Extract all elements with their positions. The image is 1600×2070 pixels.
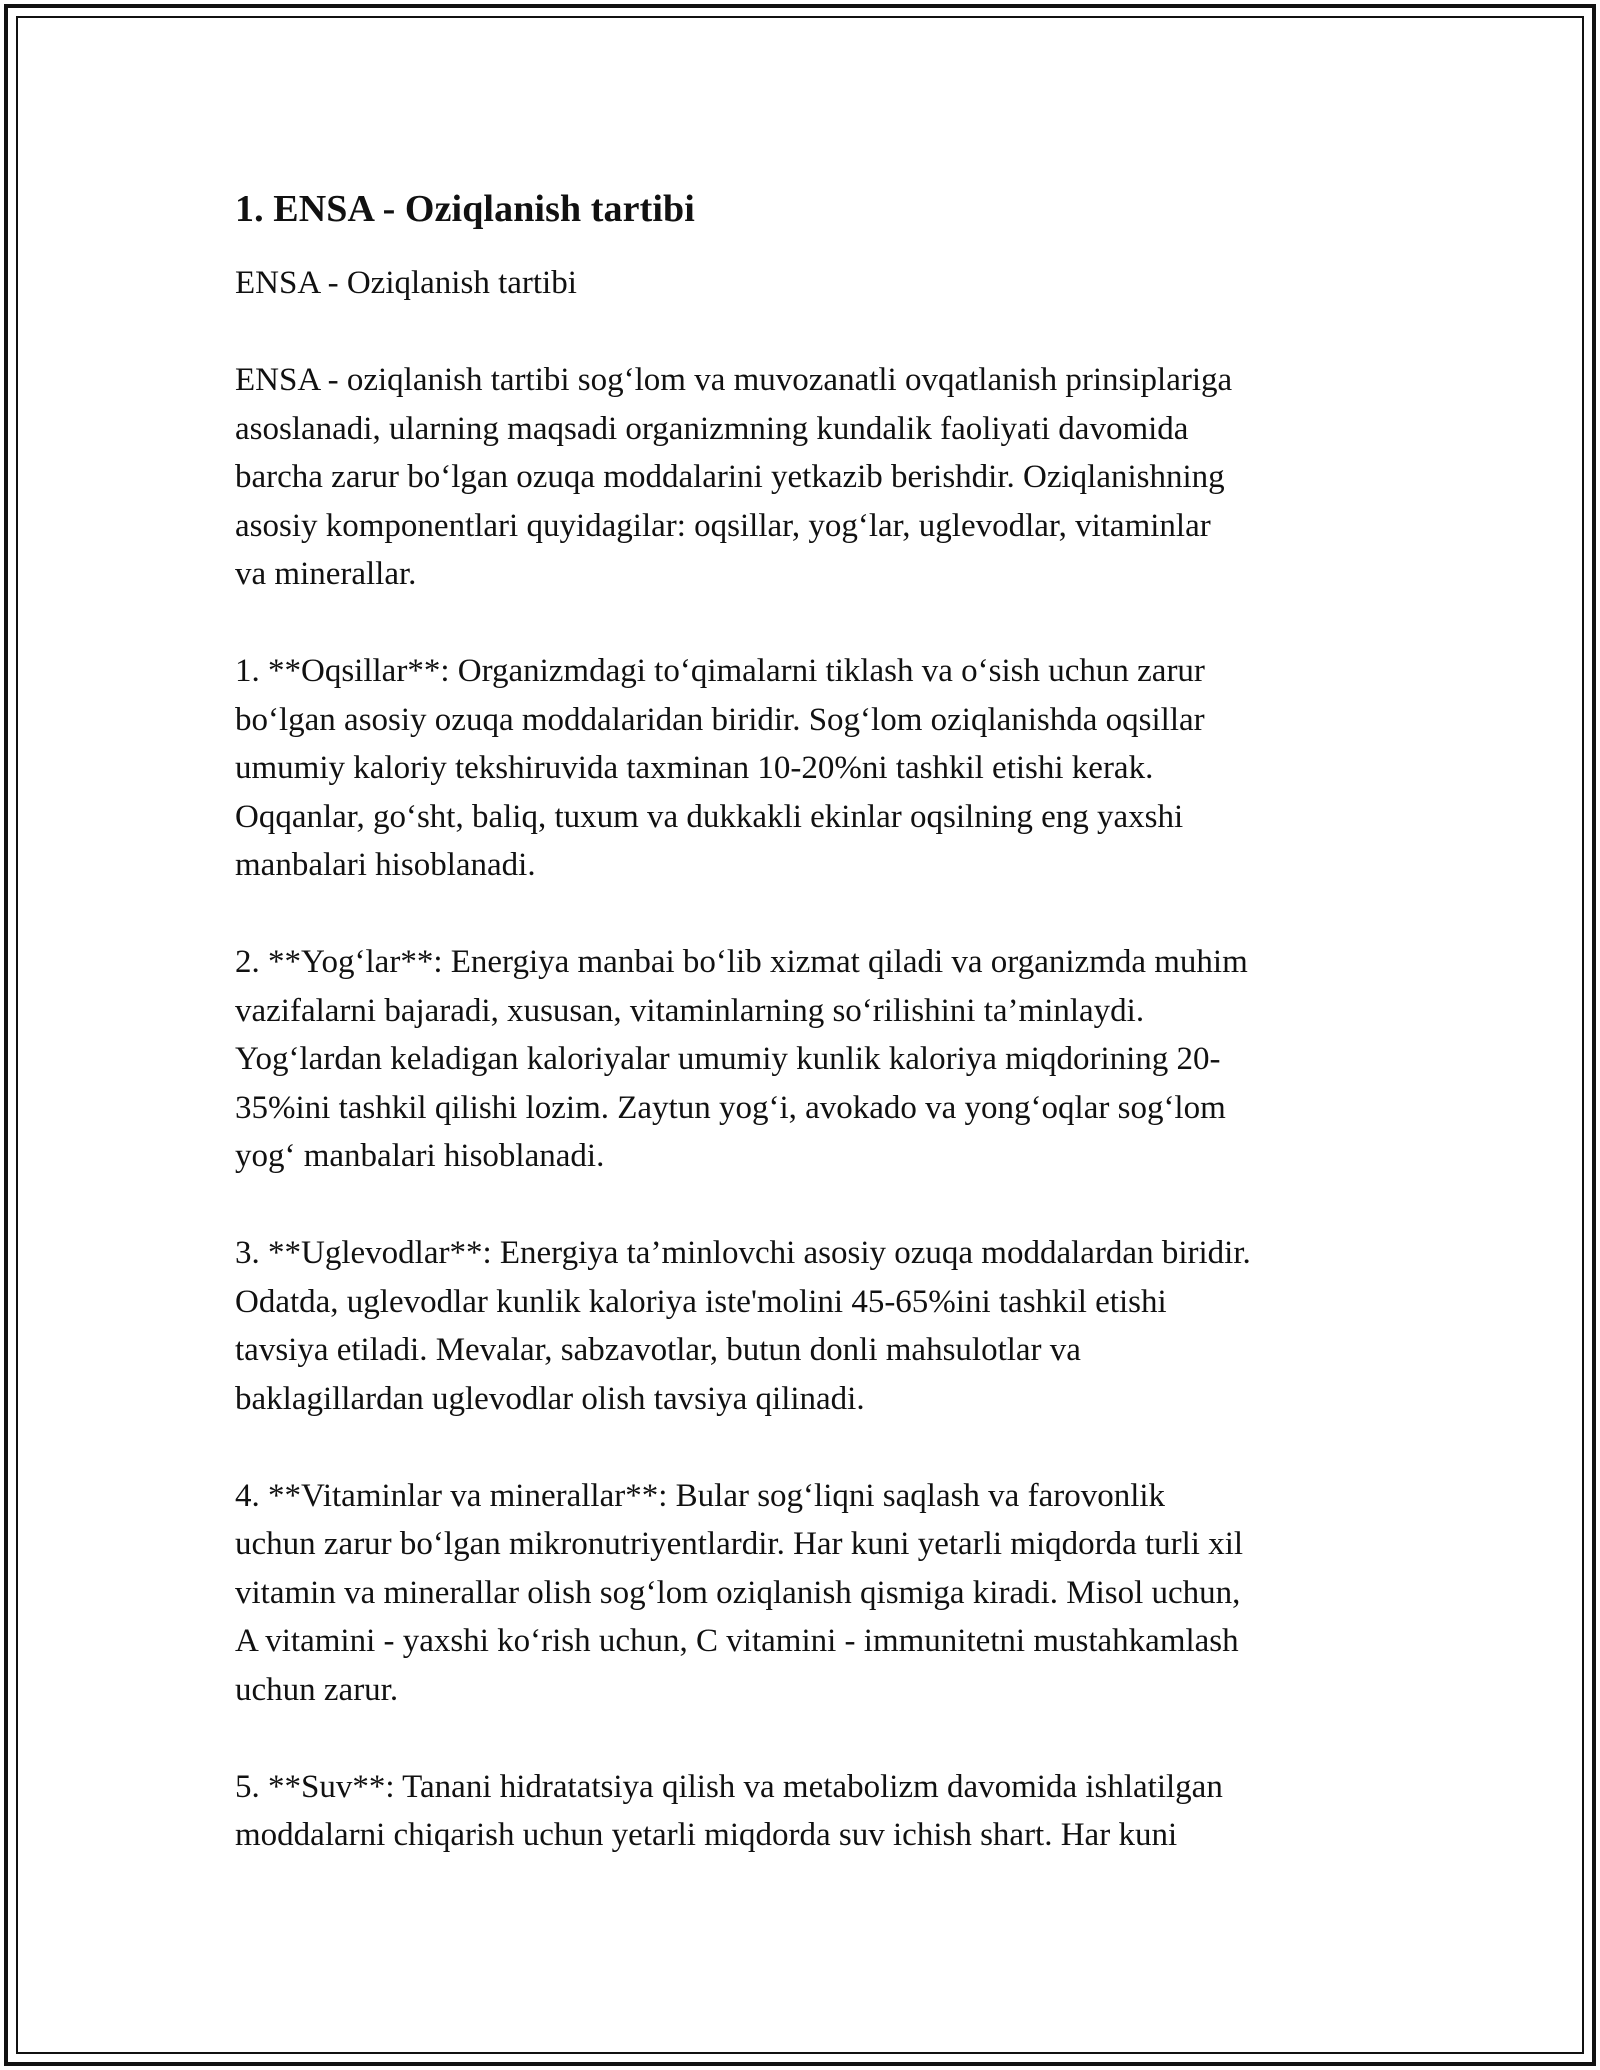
vitamins-minerals-paragraph: 4. **Vitaminlar va minerallar**: Bular sog‘liqni saqlash va farovonlik uchun zarur bo‘lgan mikronutriyentlardir. Har kuni yetarli miqdorda turli xil vitamin va minerallar olish sog‘lom oziqlanish qismiga kiradi. Misol uchun, A vitamini - yaxshi ko‘rish uchun, C vitamini - immunitetni mustahkamlash uchun zarur. bbox=[235, 1477, 1244, 1708]
document-heading: 1. ENSA - Oziqlanish tartibi bbox=[235, 188, 695, 230]
document-subtitle: ENSA - Oziqlanish tartibi bbox=[235, 265, 577, 301]
fats-paragraph: 2. **Yog‘lar**: Energiya manbai bo‘lib xizmat qiladi va organizmda muhim vazifalarni bajaradi, xususan, vitaminlarning so‘rilishini ta’minlaydi. Yog‘lardan keladigan kaloriyalar umumiy kunlik kaloriya miqdorining 20- 35%ini tashkil qilishi lozim. Zaytun yog‘i, avokado va yong‘oqlar sog‘lom yog‘ manbalari hisoblanadi. bbox=[235, 944, 1248, 1174]
water-paragraph: 5. **Suv**: Tanani hidratatsiya qilish va metabolizm davomida ishlatilgan moddalarni chiqarish uchun yetarli miqdorda suv ichish shart. Har kuni bbox=[235, 1768, 1223, 1853]
document-body bbox=[235, 185, 1375, 1908]
intro-paragraph: ENSA - oziqlanish tartibi sog‘lom va muvozanatli ovqatlanish prinsiplariga asoslanadi, ularning maqsadi organizmning kundalik faoliyati davomida barcha zarur bo‘lgan ozuqa moddalarini yetkazib berishdir. Oziqlanishning asosiy komponentlari quyidagilar: oqsillar, yog‘lar, uglevodlar, vitaminlar va minerallar. bbox=[235, 362, 1233, 592]
protein-paragraph: 1. **Oqsillar**: Organizmdagi to‘qimalarni tiklash va o‘sish uchun zarur bo‘lgan asosiy ozuqa moddalaridan biridir. Sog‘lom oziqlanishda oqsillar umumiy kaloriy tekshiruvida taxminan 10-20%ni tashkil etishi kerak. Oqqanlar, go‘sht, baliq, tuxum va dukkakli ekinlar oqsilning eng yaxshi manbalari hisoblanadi. bbox=[235, 653, 1205, 883]
carbohydrates-paragraph: 3. **Uglevodlar**: Energiya ta’minlovchi asosiy ozuqa moddalardan biridir. Odatda, uglevodlar kunlik kaloriya iste'molini 45-65%ini tashkil etishi tavsiya etiladi. Mevalar, sabzavotlar, butun donli mahsulotlar va baklagillardan uglevodlar olish tavsiya qilinadi. bbox=[235, 1235, 1251, 1417]
